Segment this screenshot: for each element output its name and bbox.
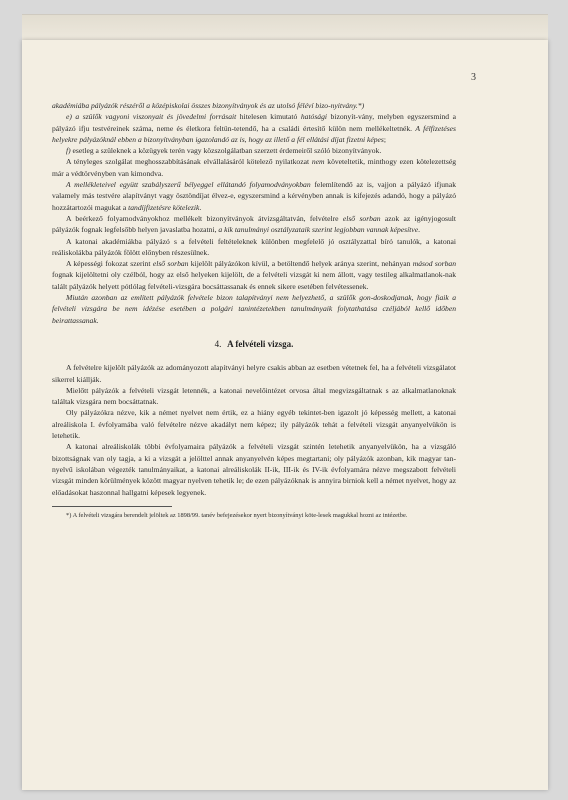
text-run: A felvételre kijelölt pályázók az adományozott alapítványi helyre csakis abban az esetben vétetnek fel, ha a felvételi vizsgálatot sikerrel kiállják.	[52, 363, 456, 384]
paragraph	[52, 100, 456, 111]
text-run: követeltetik, minthogy ezen kötelezettség már a védtörvényben van kimondva.	[52, 157, 456, 178]
paragraph	[52, 156, 456, 179]
text-run: A képességi fokozat szerint	[66, 259, 153, 269]
text-run: első sorban	[152, 259, 189, 269]
section-number: 4.	[214, 338, 222, 349]
text-run: első sorban	[342, 213, 381, 223]
paragraph	[52, 236, 456, 259]
section-heading	[52, 339, 456, 350]
paragraph	[52, 362, 456, 385]
footnote-divider	[52, 506, 172, 507]
text-run: A tényleges szolgálat meghosszabbításának elvállalásáról kötelező nyilatkozat	[66, 157, 312, 167]
text-run: tandíjfizetésre kötelezik	[128, 202, 200, 212]
text-run: A katonai akadémiákba pályázó s a felvételi feltételeknek különben megfelelő jó osztályzattal bíró tanulók, a katonai reáliskolákba pályázók fölött előnyben részesülnek.	[52, 236, 456, 257]
text-run: A félfizetéses helyekre pályázóknál ebben a bizonyítványban igazolandó az is, hogy az illető a fél ellátási díjat fizetni képes	[52, 123, 456, 144]
text-run: akadémiába pályázók részéről a középiskolai összes bizonyítványok és az utolsó féléví bizo-nyitvány.*)	[52, 101, 365, 110]
paragraph	[52, 145, 456, 156]
section-title: A felvételi vizsga.	[227, 338, 294, 349]
paragraph	[52, 213, 456, 236]
text-run: bizonyít-vány, melyben egyszersmind a pályázó ifju testvéreinek száma, neme és életkora feltün-tetendő, ha a családi értesítő külön nem mellékeltetnék.	[52, 112, 457, 133]
paragraph	[52, 407, 456, 441]
text-run: A beérkező folyamodványokhoz mellékelt bizonyítványok átvizsgáltatván, felvételre	[66, 213, 343, 223]
text-run: A katonai alreáliskolák többi évfolyamaira pályázók a felvételi vizsgát szintén letehetik anyanyelvükön, ha a vizsgáló bizottságnak van oly tagja, a ki a vizsgát a jelölttel annak anyanyelvén képes megtartani; oly pályázók azonban, kik magyar tan-nyelvű iskolában végezték tanulmányaikat, a katonai alreáliskolák II-ik, III-ik és IV-ik évfolyamára nézve megszabott felvételi vizsgát minden körülmények között magyar nyelven tehetik le; de ezen pályázóknak is annyira birniok kell a német nyelvet, hogy az előadásokat haszonnal hallgatni képesek legyenek.	[52, 442, 456, 497]
text-run: ;	[383, 134, 387, 144]
text-run: fognak kijelöltetni oly czélból, hogy az első helyeken kijelölt, de a felvételi vizsgát ki nem állott, vagy testileg alkalmatlanok-nak talált pályázók helyett pótlólag felvételi-vizsgára bocsáttassanak és ennek sikere esetében felvétessenek.	[52, 270, 456, 291]
text-run: kijelölt pályázókon kívül, a betöltendő helyek aránya szerint, nehányan	[188, 259, 413, 269]
page-number: 3	[471, 72, 476, 83]
paragraph	[52, 441, 456, 497]
text-run: Oly pályázókra nézve, kik a német nyelvet nem értik, ez a hiány egyéb tekintet-ben igazolt jó képesség mellett, a katonai alreáliskola I. évfolyamába való felvételre nézve akadályt nem képez; ily pályázók tehát a felvételi vizsgát anyanyelvükön is letehetik.	[52, 408, 456, 441]
text-run: felemlítendő az is, vajjon a pályázó ifjunak valamely más testvére alapítványt vagy ösztöndíjat élvez-e, egyszersmind a kérvényben annak is kifejezés adandó, hogy a pályázó hozzátartozói magukat a	[52, 180, 457, 212]
text-run: nem	[311, 157, 325, 167]
text-run: Mielőtt pályázók a felvételi vizsgát letennék, a katonai nevelőintézet orvosa által megvizsgáltatnak s az alkalmatlanoknak találtak vizsgára nem bocsáttatnak.	[52, 385, 456, 407]
text-run: hatósági	[300, 112, 328, 122]
section-3-text	[52, 100, 456, 326]
paragraph	[52, 111, 456, 145]
paragraph	[52, 179, 456, 213]
text-run: .	[418, 225, 420, 235]
document-body	[52, 100, 456, 520]
section-4-text	[52, 362, 456, 498]
paragraph	[52, 292, 456, 326]
text-run: másod sorban	[412, 259, 456, 269]
text-run: Miután azonban az említett pályázók felvétele bizon talapítványi nem helyezhető, a szülők gon-doskodjanak, hogy fiaik a felvételi vizsgára be nem idézése esetében a polgári tanintézetekben tanulmányaik folytathatása czéljából kellő időben beirattassanak.	[52, 293, 456, 325]
text-run: azok az igényjogosult pályázók fognak legfelsőbb helyen javaslatba hozatni,	[52, 213, 456, 235]
text-run: e) a szülők vagyoni viszonyait és jövedelmi forrásait	[66, 112, 237, 122]
text-run: a kik tanulmányi osztályzataik szerint legjobban vannak képesítve	[218, 225, 419, 235]
paragraph	[52, 258, 456, 292]
text-run: esetleg a szüleknek a közügyek terén vagy közszolgálatban szerzett érdemeiről szóló bizonyítványok.	[70, 146, 382, 156]
paragraph	[52, 385, 456, 408]
text-run: f)	[66, 146, 71, 156]
footnote: *) A felvételi vizsgára berendelt jelöltek az 1898/99. tanév befejezésekor nyert bizonyítványi köte-lesek magukkal hozni az intézetbe.	[66, 511, 408, 519]
text-run: A mellékleteivel együtt szabályszerű bélyeggel ellátandó folyamodványokban	[66, 180, 311, 190]
text-run: .	[199, 202, 202, 212]
text-run: hitelesen kimutató	[236, 112, 301, 122]
